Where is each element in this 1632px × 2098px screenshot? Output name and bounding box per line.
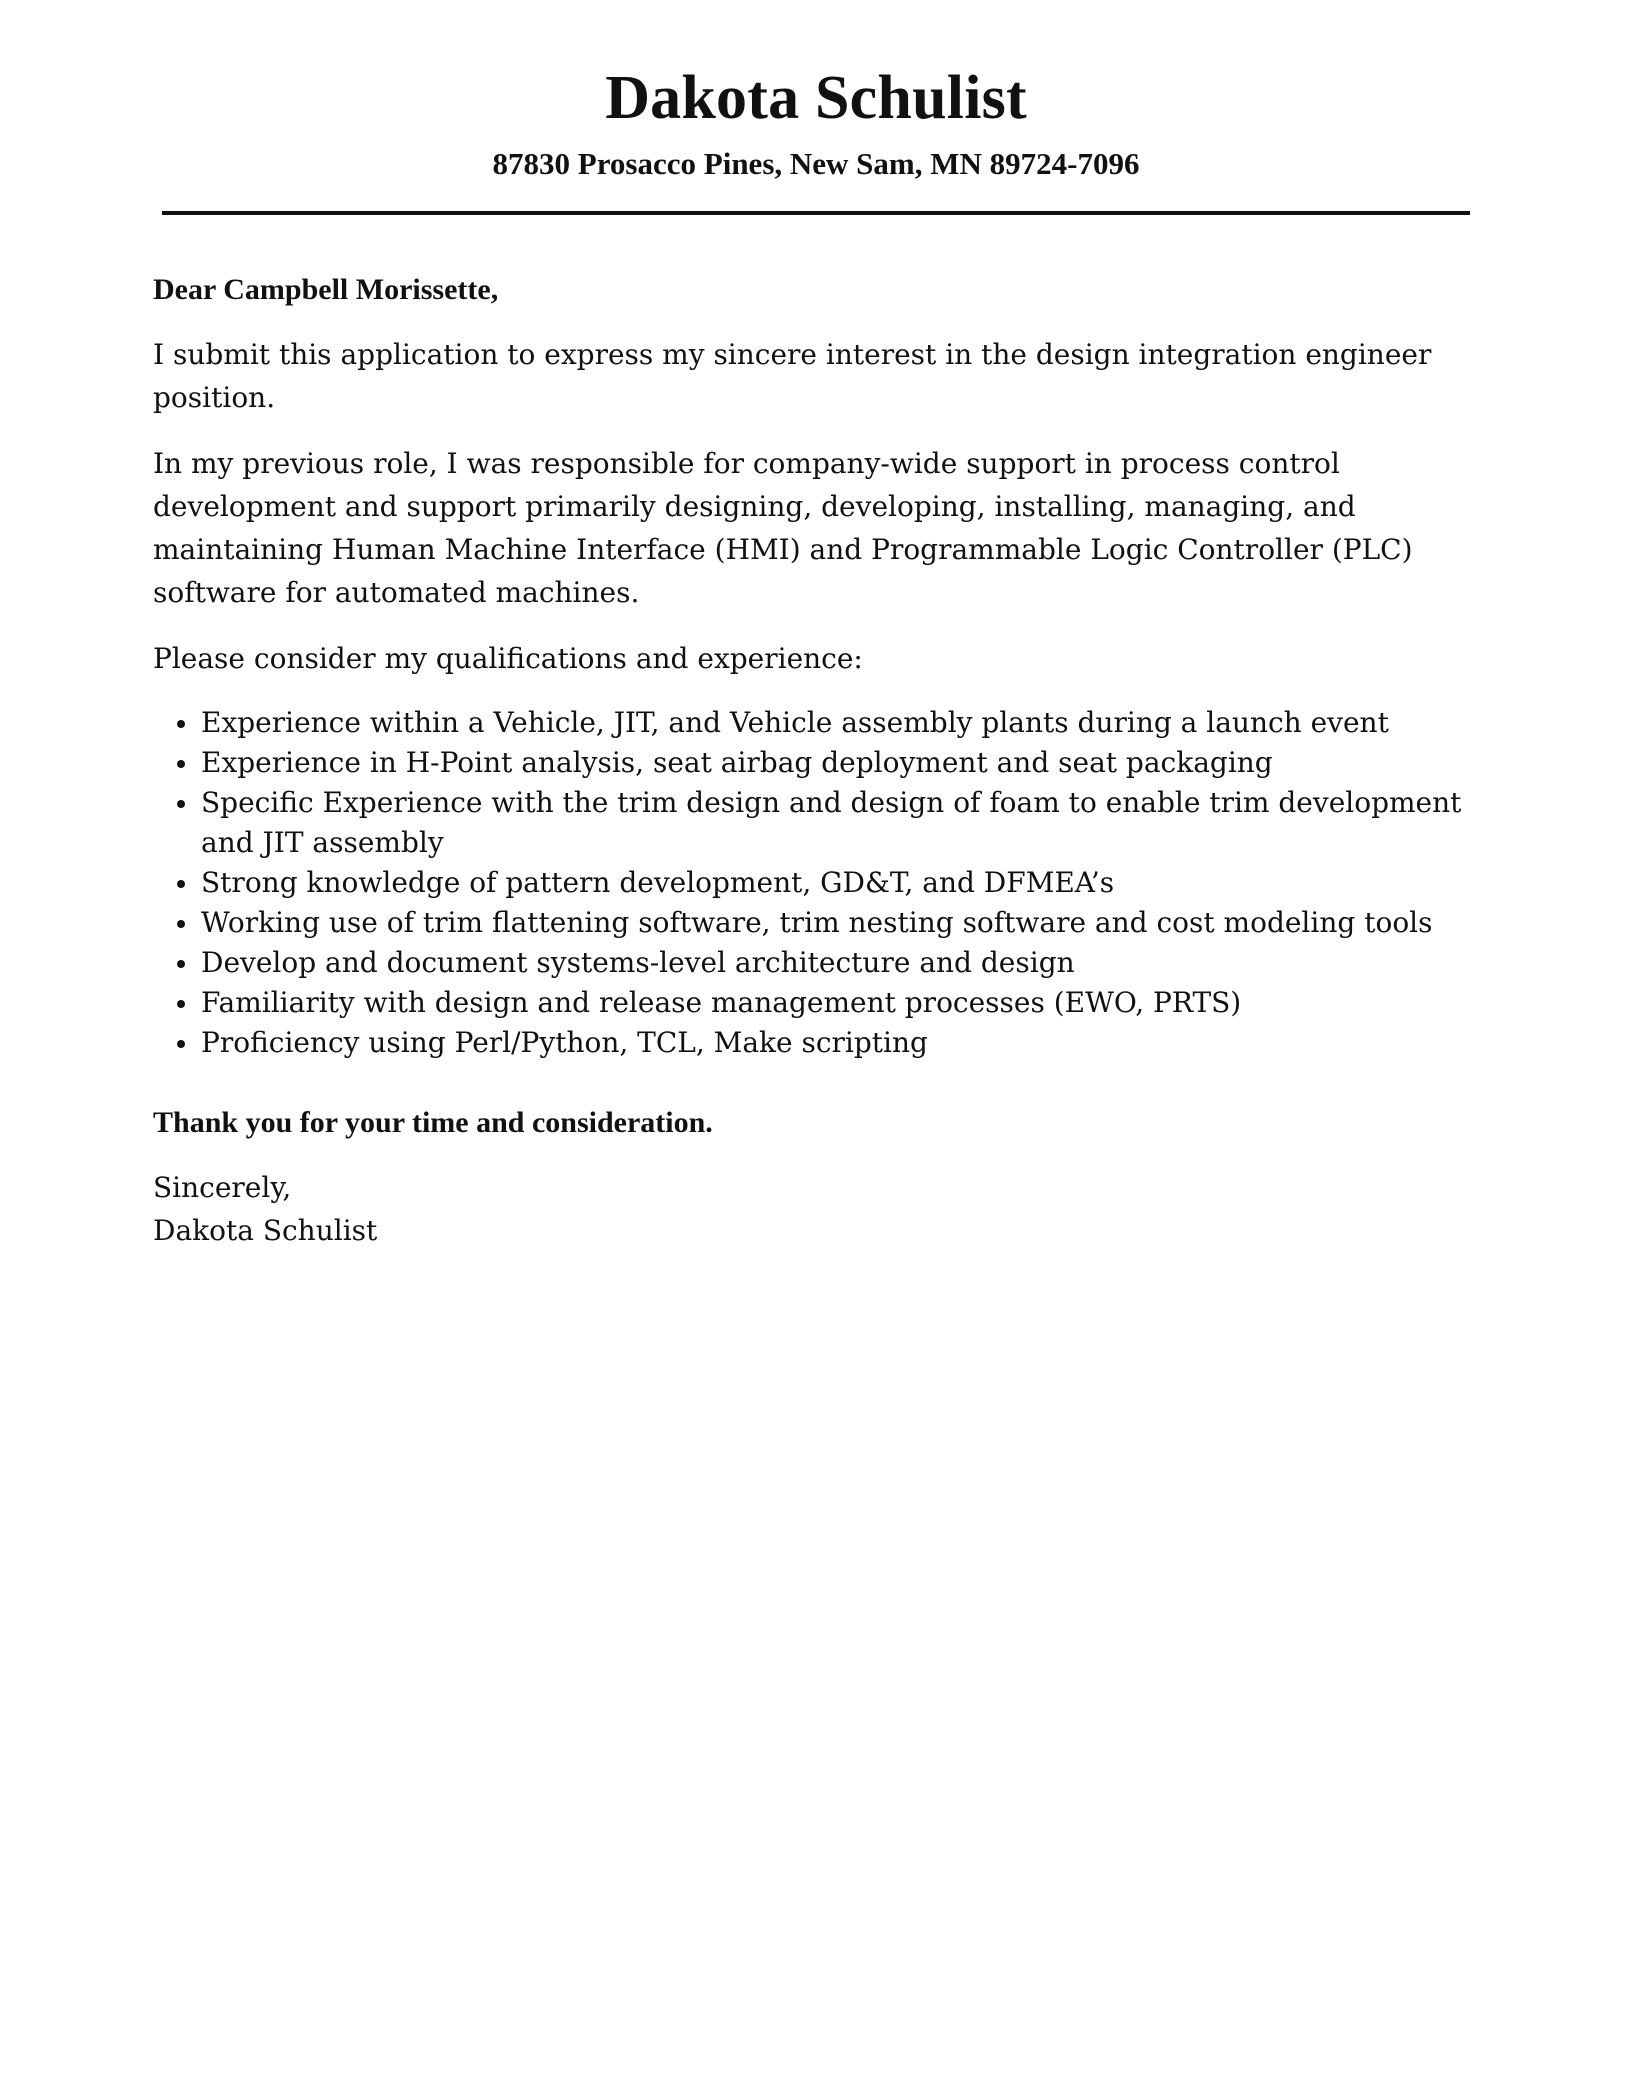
list-item-text: Experience in H-Point analysis, seat airbag deployment and seat packaging — [201, 746, 1273, 779]
list-item — [153, 863, 1473, 903]
bullet-icon — [177, 1040, 185, 1048]
bullet-icon — [177, 960, 185, 968]
letter-body — [153, 270, 1473, 1252]
bullet-icon — [177, 1000, 185, 1008]
applicant-name: Dakota Schulist — [605, 64, 1027, 132]
header-divider — [162, 211, 1470, 215]
bullet-icon — [177, 720, 185, 728]
letter-header — [162, 58, 1470, 181]
list-item — [153, 743, 1473, 783]
list-item-text: Experience within a Vehicle, JIT, and Vehicle assembly plants during a launch event — [201, 706, 1389, 739]
bullet-icon — [177, 760, 185, 768]
qualifications-intro: Please consider my qualifications and experience: — [153, 642, 863, 675]
list-item-text: Specific Experience with the trim design and design of foam to enable trim development and JIT assembly — [201, 786, 1462, 859]
list-item-text: Proficiency using Perl/Python, TCL, Make scripting — [201, 1026, 928, 1059]
applicant-address: 87830 Prosacco Pines, New Sam, MN 89724-7096 — [492, 146, 1140, 181]
bullet-icon — [177, 880, 185, 888]
list-item-text: Working use of trim flattening software, trim nesting software and cost modeling tools — [201, 906, 1433, 939]
list-item — [153, 783, 1473, 863]
list-item — [153, 983, 1473, 1023]
list-item — [153, 1023, 1473, 1063]
list-item — [153, 703, 1473, 743]
qualifications-list — [153, 703, 1473, 1063]
intro-paragraph: I submit this application to express my sincere interest in the design integration engineer position. — [153, 338, 1432, 414]
list-item-text: Develop and document systems-level architecture and design — [201, 946, 1075, 979]
previous-role-paragraph: In my previous role, I was responsible for company-wide support in process control development and support primarily designing, developing, installing, managing, and maintaining Human Machine Interface (HMI) and Programmable Logic Controller (PLC) software for automated machines. — [153, 447, 1413, 609]
signoff: Sincerely, — [153, 1171, 292, 1204]
bullet-icon — [177, 800, 185, 808]
closing-line: Thank you for your time and consideration. — [153, 1106, 713, 1139]
bullet-icon — [177, 920, 185, 928]
list-item-text: Strong knowledge of pattern development, GD&T, and DFMEA’s — [201, 866, 1115, 899]
signature-name: Dakota Schulist — [153, 1214, 378, 1247]
list-item — [153, 943, 1473, 983]
salutation: Dear Campbell Morissette, — [153, 273, 499, 306]
list-item — [153, 903, 1473, 943]
list-item-text: Familiarity with design and release management processes (EWO, PRTS) — [201, 986, 1242, 1019]
